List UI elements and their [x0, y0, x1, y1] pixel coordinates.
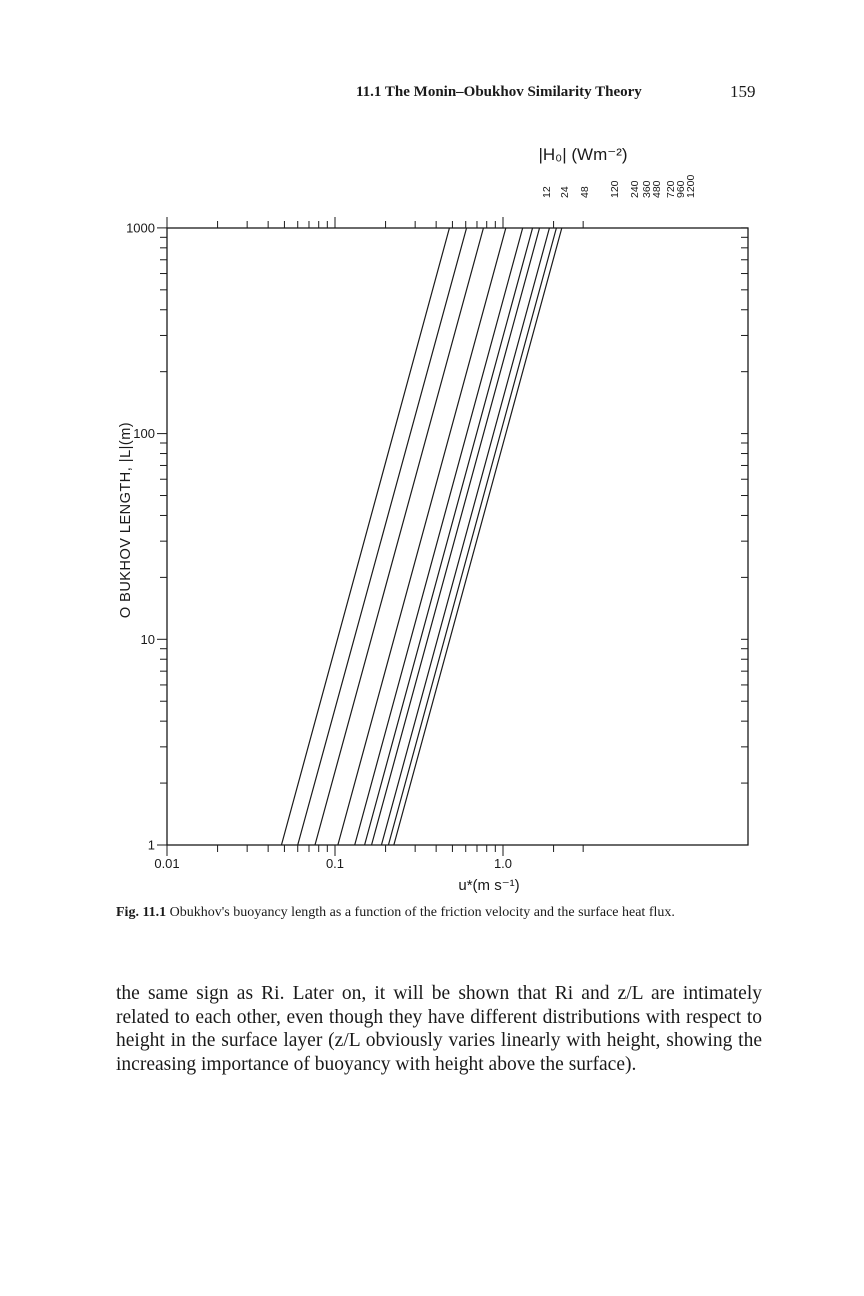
x-axis-label: u*(m s⁻¹): [458, 877, 520, 894]
x-tick-label: 0.01: [154, 856, 180, 871]
series-label-12: 12: [541, 186, 553, 198]
series-label-24: 24: [559, 186, 571, 198]
series-label-48: 48: [579, 186, 591, 198]
series-line-240: [355, 228, 523, 845]
series-line-960: [388, 228, 556, 845]
y-tick-label: 1: [147, 837, 155, 853]
y-axis-label: O BUKHOV LENGTH, |L|(m): [118, 421, 134, 619]
running-head-title: 11.1 The Monin–Obukhov Similarity Theory: [356, 84, 642, 100]
series-line-24: [298, 228, 467, 845]
x-tick-label: 0.1: [325, 856, 345, 871]
series-label-480: 480: [651, 180, 663, 198]
series-line-12: [281, 228, 449, 845]
y-tick-label: 10: [140, 631, 155, 647]
series-label-1200: 1200: [685, 174, 697, 198]
series-line-48: [315, 228, 483, 845]
series-line-720: [381, 228, 549, 845]
series-line-480: [372, 228, 540, 845]
series-label-360: 360: [641, 180, 653, 198]
heat-flux-axis-title: |H₀| (Wm⁻²): [538, 145, 628, 164]
page-number: 159: [730, 82, 756, 101]
body-paragraph: [116, 982, 762, 1076]
plot-frame: [167, 228, 748, 845]
caption-text: Obukhov's buoyancy length as a function of the friction velocity and the surface heat flux.: [169, 905, 675, 920]
x-tick-label: 1.0: [493, 856, 513, 871]
body-paragraph-text: the same sign as Ri. Later on, it will be shown that Ri and z/L are intimately related to each other, even though they have different distributions with respect to height in the surface layer (z/L obviously varies linearly with height, showing the increasing importance of buoyancy with height above the surface).: [116, 983, 762, 1075]
series-label-120: 120: [609, 180, 621, 198]
series-label-720: 720: [665, 180, 677, 198]
series-line-1200: [394, 228, 562, 845]
y-tick-label: 1000: [126, 220, 155, 236]
y-tick-label: 100: [133, 426, 155, 442]
series-line-360: [365, 228, 533, 845]
caption-label: Fig. 11.1: [116, 905, 167, 920]
series-label-240: 240: [629, 180, 641, 198]
figure-caption: [116, 904, 762, 922]
series-label-960: 960: [675, 180, 687, 198]
series-line-120: [338, 228, 506, 845]
